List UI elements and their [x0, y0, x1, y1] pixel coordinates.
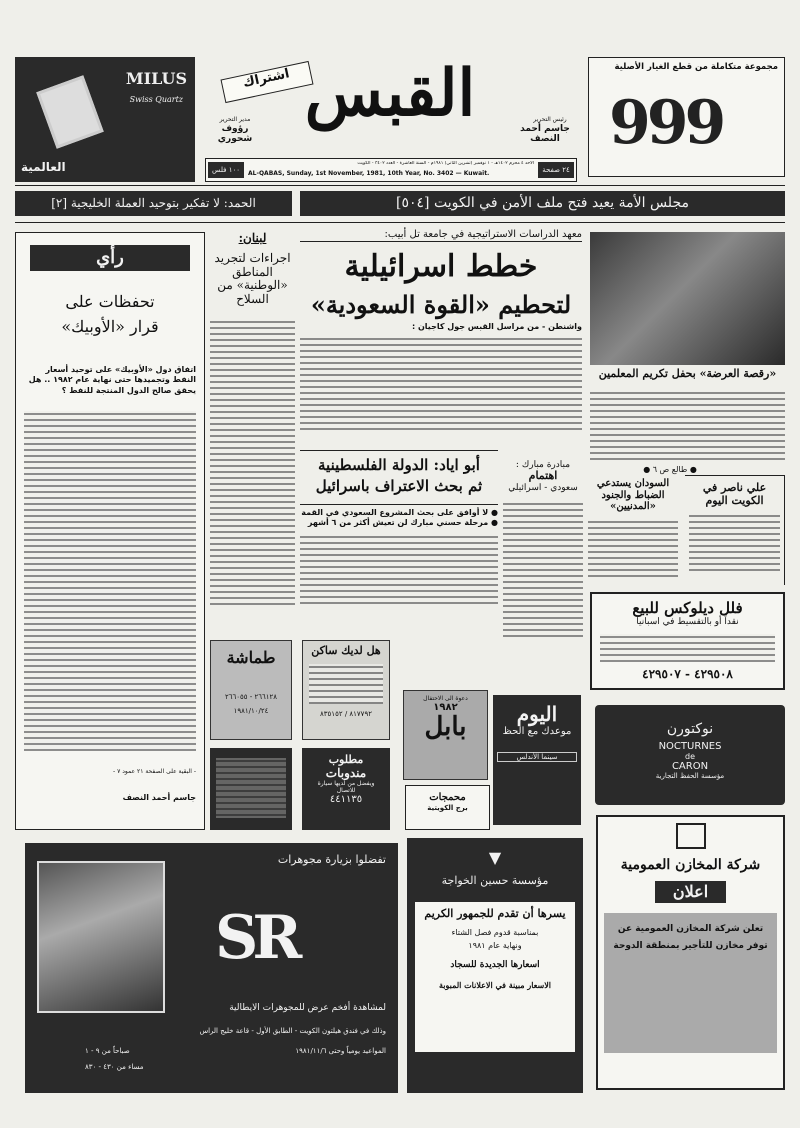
banner-text: الحمد: لا تفكير بتوحيد العملة الخليجية: [70, 196, 256, 210]
tamasha-phone: ٢٦٦١٢٨ - ٢٦٦٠٥٥: [224, 693, 278, 702]
nocturnes-ad: [595, 705, 785, 805]
watch-ad: [15, 57, 195, 182]
lead-story[interactable]: [300, 228, 582, 438]
wanted-title: مطلوب: [328, 753, 364, 766]
bullet: مرحلة حسني مبارك لن تعيش أكثر من ٦ أشهر: [307, 517, 489, 527]
page-ref: ● طالع ص ٦ ●: [643, 465, 697, 474]
abu-iyad-article[interactable]: أبو اياد: الدولة الفلسطينية ثم بحث الاعتراف باسرائيل ● لا أوافق على بحث المشروع السعودي في القمة ● مرحلة حسني مبارك لن تعيش أكثر من ٦ أشهر: [300, 450, 498, 620]
opinion-body-text: [24, 411, 196, 751]
villa-ad: [590, 592, 785, 690]
wanted-phone: ٤٤١١٣٥: [329, 794, 363, 806]
makhazin-body: تعلن شركة المخازن العمومية عن توفر مخازن للتأجير بمنطقة الدوحة: [604, 913, 777, 1053]
abu-iyad-title: أبو اياد: الدولة الفلسطينية: [318, 456, 480, 474]
opinion-author: جاسم أحمد النصف: [122, 793, 196, 802]
lebanon-article[interactable]: [210, 232, 295, 632]
editor-in-chief-label: رئيس التحرير: [533, 116, 567, 123]
khawaja-line: الاسعار مبينة في الاعلانات المبوبة: [439, 979, 551, 990]
abu-iyad-title: ثم بحث الاعتراف باسرائيل: [315, 477, 483, 496]
khawaja-line: ونهاية عام ١٩٨١: [468, 941, 522, 951]
lebanon-body-text: [210, 319, 295, 609]
jewelry-ad: [25, 843, 398, 1093]
nocturnes-en: NOCTURNES: [658, 741, 722, 753]
wanted-contact: للاتصال: [336, 787, 356, 795]
model-photo: [37, 861, 165, 1013]
babel-ad: [403, 690, 488, 780]
mohammedat-sub: برج الكويتية: [427, 803, 468, 812]
nocturnes-en: de: [685, 752, 695, 762]
banner-currency[interactable]: الحمد: لا تفكير بتوحيد العملة الخليجية [٢]: [15, 191, 292, 216]
date-arabic: الأحد ٤ محرم ١٤٠٢هـ - ١ نوفمبر (تشرين الثاني) ١٩٨١م - السنة العاشرة - العدد ٣٤٠٢ - الكويت: [357, 161, 534, 166]
babel-top: دعوة الى الاحتفال: [423, 695, 468, 702]
subscribe-stamp[interactable]: اشتراك: [220, 61, 313, 103]
alyawm-cinema: سينما الأندلس: [497, 752, 577, 762]
lead-kicker: معهد الدراسات الاستراتيجية في جامعة تل أبيب:: [300, 228, 582, 242]
makhazin-logo-icon: [676, 823, 706, 849]
photo-caption: «رقصة العرضة» بحفل تكريم المعلمين: [598, 367, 777, 380]
lead-body-text: [300, 336, 582, 431]
jewelry-evening: مساء من ٤٣٠ - ٨٣٠: [85, 1063, 144, 1071]
khawaja-ad: [407, 838, 583, 1093]
nocturnes-brand: نوكتورن: [666, 721, 714, 737]
masthead-logo: القبس: [304, 56, 476, 131]
managing-editor: رؤوف شحوري: [217, 124, 253, 144]
babel-title: بابل: [424, 712, 467, 742]
wanted-ad: [302, 748, 390, 830]
hal-title: هل لديك ساكن: [311, 644, 381, 657]
jewelry-morning: صباحاً من ٩ - ١: [85, 1047, 130, 1055]
bullet: لا أوافق على بحث المشروع السعودي في القمة: [301, 507, 489, 517]
date-english: AL-QABAS, Sunday, 1st November, 1981, 10th Year, No. 3402 — Kuwait.: [248, 170, 490, 177]
opinion-lead: اتفاق دول «الأوبيك» على توحيد أسعار النفط وتجميدها حتى نهاية عام ١٩٨٢ .. هل يحقق صالح الدول المنتجة للنفط ؟: [28, 365, 196, 395]
khawaja-line: اسعارها الجديدة للسجاد: [450, 960, 540, 971]
khawaja-name: مؤسسة حسين الخواجة: [441, 874, 549, 887]
mubarak-kicker: مبادرة مبارك :: [515, 460, 571, 470]
jewelry-dates: المواعيد يومياً وحتى ١٩٨١/١١/٦: [295, 1047, 386, 1055]
watch-brand: MILUS: [125, 69, 187, 88]
watch-sub: Swiss Quartz: [129, 95, 183, 104]
mubarak-body-text: [503, 501, 583, 641]
khawaja-line: يسرها أن تقدم للجمهور الكريم: [424, 906, 566, 920]
ali-nasser-title: علي ناصر في الكويت اليوم: [702, 481, 767, 507]
gold-logo: 999: [609, 88, 723, 158]
lead-title: خطط اسرائيلية: [344, 249, 538, 284]
classified-ad: [210, 748, 292, 830]
jewelry-tagline: لمشاهدة أفخم عرض للمجوهرات الايطالية: [229, 1003, 386, 1013]
alyawm-title: اليوم: [516, 702, 558, 726]
lebanon-kicker: لبنان:: [238, 231, 267, 245]
opinion-column: [15, 232, 205, 830]
wanted-note: ويفضل من لديها سيارة: [317, 780, 375, 788]
makhazin-title: شركة المخازن العمومية: [620, 857, 761, 873]
sudan-body-text: [588, 519, 678, 579]
banner-ref: ٥٠٤: [401, 195, 425, 211]
continued-note: - البقية على الصفحة ٢١ عمود ٧ -: [113, 768, 196, 775]
date-bar: [205, 158, 577, 182]
wanted-sub: مندوبات: [325, 765, 367, 780]
jewelry-logo: SR: [215, 903, 297, 973]
mubarak-article[interactable]: [503, 460, 583, 660]
page-count: ٢٤ صفحة: [538, 162, 574, 178]
gold-ad: [588, 57, 785, 177]
tamasha-date: ١٩٨١/١٠/٢٤: [233, 707, 269, 716]
gold-headline: مجموعة متكاملة من قطع الغيار الأصلية: [614, 62, 778, 72]
ali-nasser-article[interactable]: [685, 475, 785, 585]
villa-body-text: [600, 634, 775, 662]
eagle-icon: ▼: [488, 848, 502, 867]
mohammedat-ad: [405, 785, 490, 830]
abu-iyad-body-text: [300, 534, 498, 604]
opinion-title: قرار «الأوبيك»: [61, 317, 159, 336]
lebanon-title: اجراءات لتجريد المناطق «الوطنية» من السلاح: [214, 250, 291, 307]
ali-nasser-body-text: [689, 513, 780, 573]
opinion-title: تحفظات على: [65, 292, 155, 311]
banner-security[interactable]: مجلس الأمة يعيد فتح ملف الأمن في الكويت [٥٠٤]: [300, 191, 785, 216]
khawaja-line: بمناسبة قدوم فصل الشتاء: [451, 928, 539, 938]
tamasha-ad: [210, 640, 292, 740]
banner-ref: ٢: [55, 196, 63, 210]
hal-ad: [302, 640, 390, 740]
villa-title: فلل ديلوكس للبيع: [632, 599, 743, 617]
lead-byline: واشنطن - من مراسل القبس جول كاجيان :: [411, 322, 582, 332]
nocturnes-agent: مؤسسة الحفظ التجارية: [655, 772, 725, 781]
alyawm-ad: [493, 695, 581, 825]
mubarak-title: سعودي - اسرائيلي: [508, 482, 578, 493]
villa-sub: نقداً أو بالتقسيط في اسبانيا: [636, 617, 739, 628]
lead-title: لتحطيم «القوة السعودية»: [310, 289, 572, 319]
villa-phone: ٤٢٩٥٠٨ - ٤٢٩٥٠٧: [642, 666, 733, 681]
makhazin-ad: [596, 815, 785, 1090]
babel-year: ١٩٨٢: [433, 702, 458, 713]
sudan-article[interactable]: [588, 478, 678, 588]
mohammedat-title: محمجات: [429, 792, 466, 803]
managing-editor-label: مدير التحرير: [219, 116, 251, 123]
alyawm-sub: موعدك مع الحظ: [502, 726, 572, 737]
tamasha-title: طماشة: [226, 648, 276, 667]
watch-icon: [36, 75, 104, 148]
sudan-title: السودان يستدعي الضباط والجنود «المدنيين»: [596, 478, 670, 512]
jewelry-headline: تفضلوا بزيارة مجوهرات: [277, 853, 386, 866]
price: ١٠٠ فلس: [208, 162, 244, 178]
hal-phone: ٨١٧٧٩٢ / ٨٣٥١٥٢: [320, 709, 372, 718]
banner-text: مجلس الأمة يعيد فتح ملف الأمن في الكويت: [433, 195, 689, 211]
editor-in-chief: جاسم أحمد النصف: [520, 124, 570, 144]
mubarak-title: اهتمام: [528, 469, 558, 483]
jewelry-venue: وذلك في فندق هيلتون الكويت - الطابق الأول - قاعة خليج الراس: [199, 1027, 386, 1035]
watch-dealer: العالمية: [21, 160, 66, 174]
news-photo: [590, 232, 785, 365]
photo-body-text: [590, 390, 785, 460]
makhazin-label: اعلان: [655, 881, 726, 903]
opinion-label: رأي: [30, 245, 190, 271]
nocturnes-en: CARON: [671, 761, 709, 773]
